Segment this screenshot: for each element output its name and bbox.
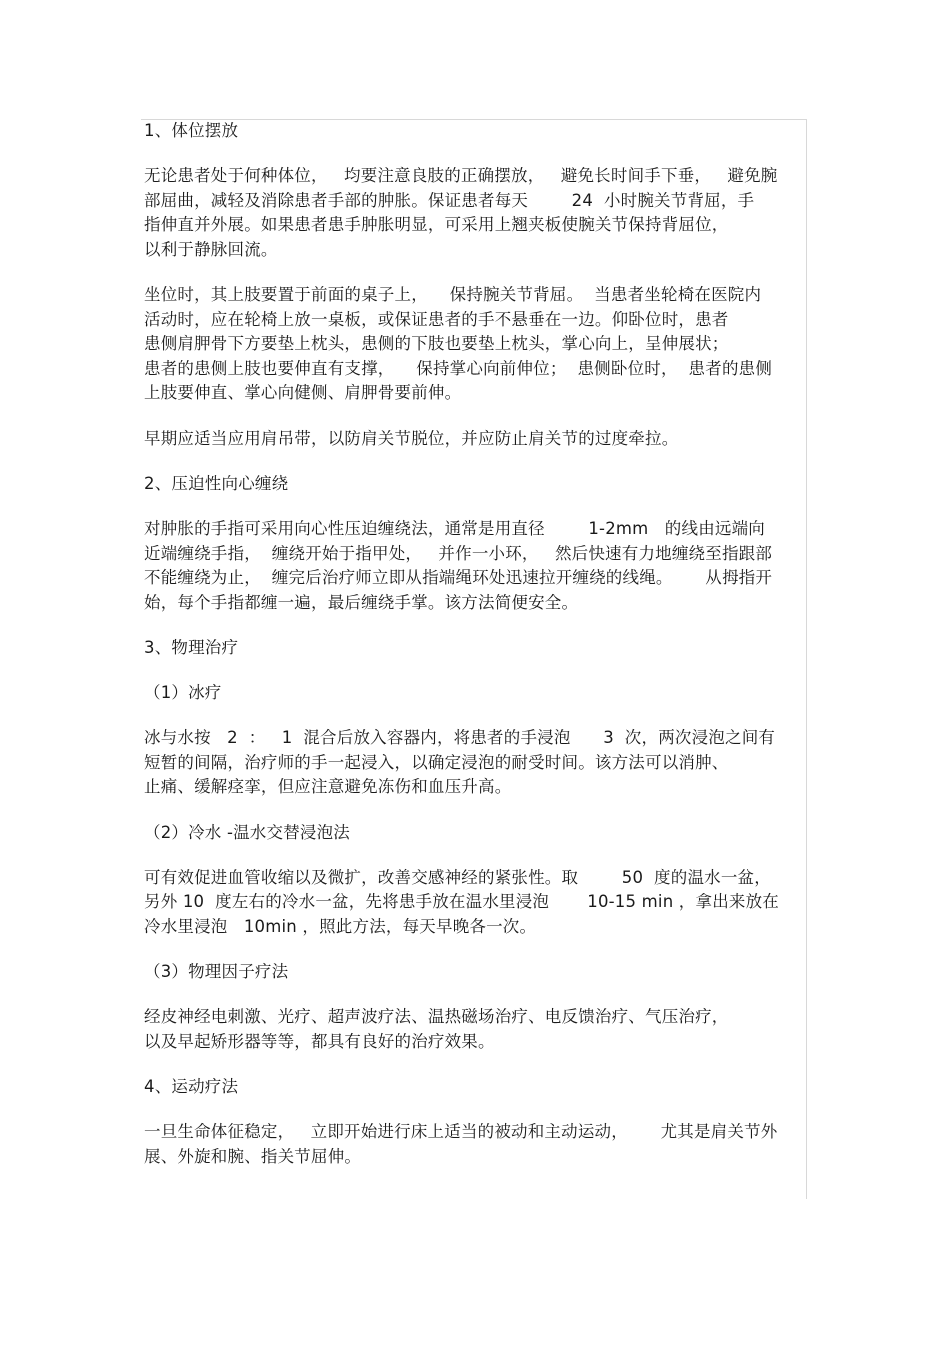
text-line: 4、运动疗法 <box>144 1077 239 1096</box>
text-line: 上肢要伸直、掌心向健侧、肩胛骨要前伸。 <box>144 383 462 402</box>
section-heading <box>144 636 806 660</box>
section-heading <box>144 472 806 496</box>
text-line: 展、外旋和腕、指关节屈伸。 <box>144 1146 362 1166</box>
text-line: 3、物理治疗 <box>144 638 239 657</box>
text-line: 近端缠绕手指， 缠绕开始于指甲处， 并作一小环， 然后快速有力地缠绕至指跟部 <box>144 543 773 563</box>
paragraph <box>144 283 806 406</box>
text-line: 始，每个手指都缠一遍，最后缠绕手掌。该方法简便安全。 <box>144 592 579 612</box>
paragraph <box>144 726 806 800</box>
text-line: 1、体位摆放 <box>144 121 239 140</box>
document-body <box>144 119 806 1190</box>
text-line: 冷水里浸泡 10min ，照此方法，每天早晚各一次。 <box>144 916 537 936</box>
section-heading <box>144 119 806 143</box>
text-line: 经皮神经电刺激、光疗、超声波疗法、温热磁场治疗、电反馈治疗、气压治疗， <box>144 1007 729 1026</box>
paragraph <box>144 164 806 262</box>
text-line: 无论患者处于何种体位， 均要注意良肢的正确摆放， 避免长时间手下垂， 避免腕 <box>144 166 778 185</box>
text-line: 冰与水按 2 ： 1 混合后放入容器内，将患者的手浸泡 3 次，两次浸泡之间有 <box>144 728 776 747</box>
section-heading <box>144 960 806 984</box>
section-heading <box>144 681 806 705</box>
paragraph <box>144 517 806 615</box>
paragraph <box>144 1005 806 1054</box>
paragraph <box>144 866 806 940</box>
text-line: 活动时，应在轮椅上放一桌板，或保证患者的手不悬垂在一边。仰卧位时，患者 <box>144 309 729 329</box>
paragraph <box>144 427 806 452</box>
text-line: （3）物理因子疗法 <box>144 962 289 981</box>
section-heading <box>144 1075 806 1099</box>
text-line: 对肿胀的手指可采用向心性压迫缠绕法，通常是用直径 1-2mm 的线由远端向 <box>144 519 765 538</box>
text-line: 2、压迫性向心缠绕 <box>144 474 289 493</box>
text-line: 指伸直并外展。如果患者患手肿胀明显，可采用上翘夹板使腕关节保持背屈位， <box>144 215 729 234</box>
text-line: 部屈曲，减轻及消除患者手部的肿胀。保证患者每天 24 小时腕关节背屈，手 <box>144 190 755 210</box>
paragraph <box>144 1120 806 1169</box>
text-line: （1）冰疗 <box>144 683 222 702</box>
text-line: 患侧肩胛骨下方要垫上枕头，患侧的下肢也要垫上枕头，掌心向上，呈伸展状； <box>144 334 729 353</box>
text-line: 可有效促进血管收缩以及微扩，改善交感神经的紧张性。取 50 度的温水一盆， <box>144 867 771 887</box>
text-line: 以利于静脉回流。 <box>144 239 278 259</box>
text-line: 一旦生命体征稳定， 立即开始进行床上适当的被动和主动运动， 尤其是肩关节外 <box>144 1122 778 1141</box>
text-line: 以及早起矫形器等等，都具有良好的治疗效果。 <box>144 1031 495 1051</box>
text-line: （2）冷水 -温水交替浸泡法 <box>144 822 350 842</box>
text-line: 短暂的间隔，治疗师的手一起浸入，以确定浸泡的耐受时间。该方法可以消肿、 <box>144 752 729 772</box>
text-line: 另外 10 度左右的冷水一盆，先将患手放在温水里浸泡 10-15 min ，拿出来放在 <box>144 892 779 911</box>
section-heading <box>144 821 806 845</box>
text-line: 坐位时，其上肢要置于前面的桌子上， 保持腕关节背屈。 当患者坐轮椅在医院内 <box>144 285 762 304</box>
text-line: 止痛、缓解痉挛，但应注意避免冻伤和血压升高。 <box>144 777 512 796</box>
text-line: 早期应适当应用肩吊带，以防肩关节脱位，并应防止肩关节的过度牵拉。 <box>144 428 679 448</box>
text-line: 不能缠绕为止， 缠完后治疗师立即从指端绳环处迅速拉开缠绕的线绳。 从拇指开 <box>144 568 773 587</box>
text-line: 患者的患侧上肢也要伸直有支撑， 保持掌心向前伸位； 患侧卧位时， 患者的患侧 <box>144 358 773 378</box>
